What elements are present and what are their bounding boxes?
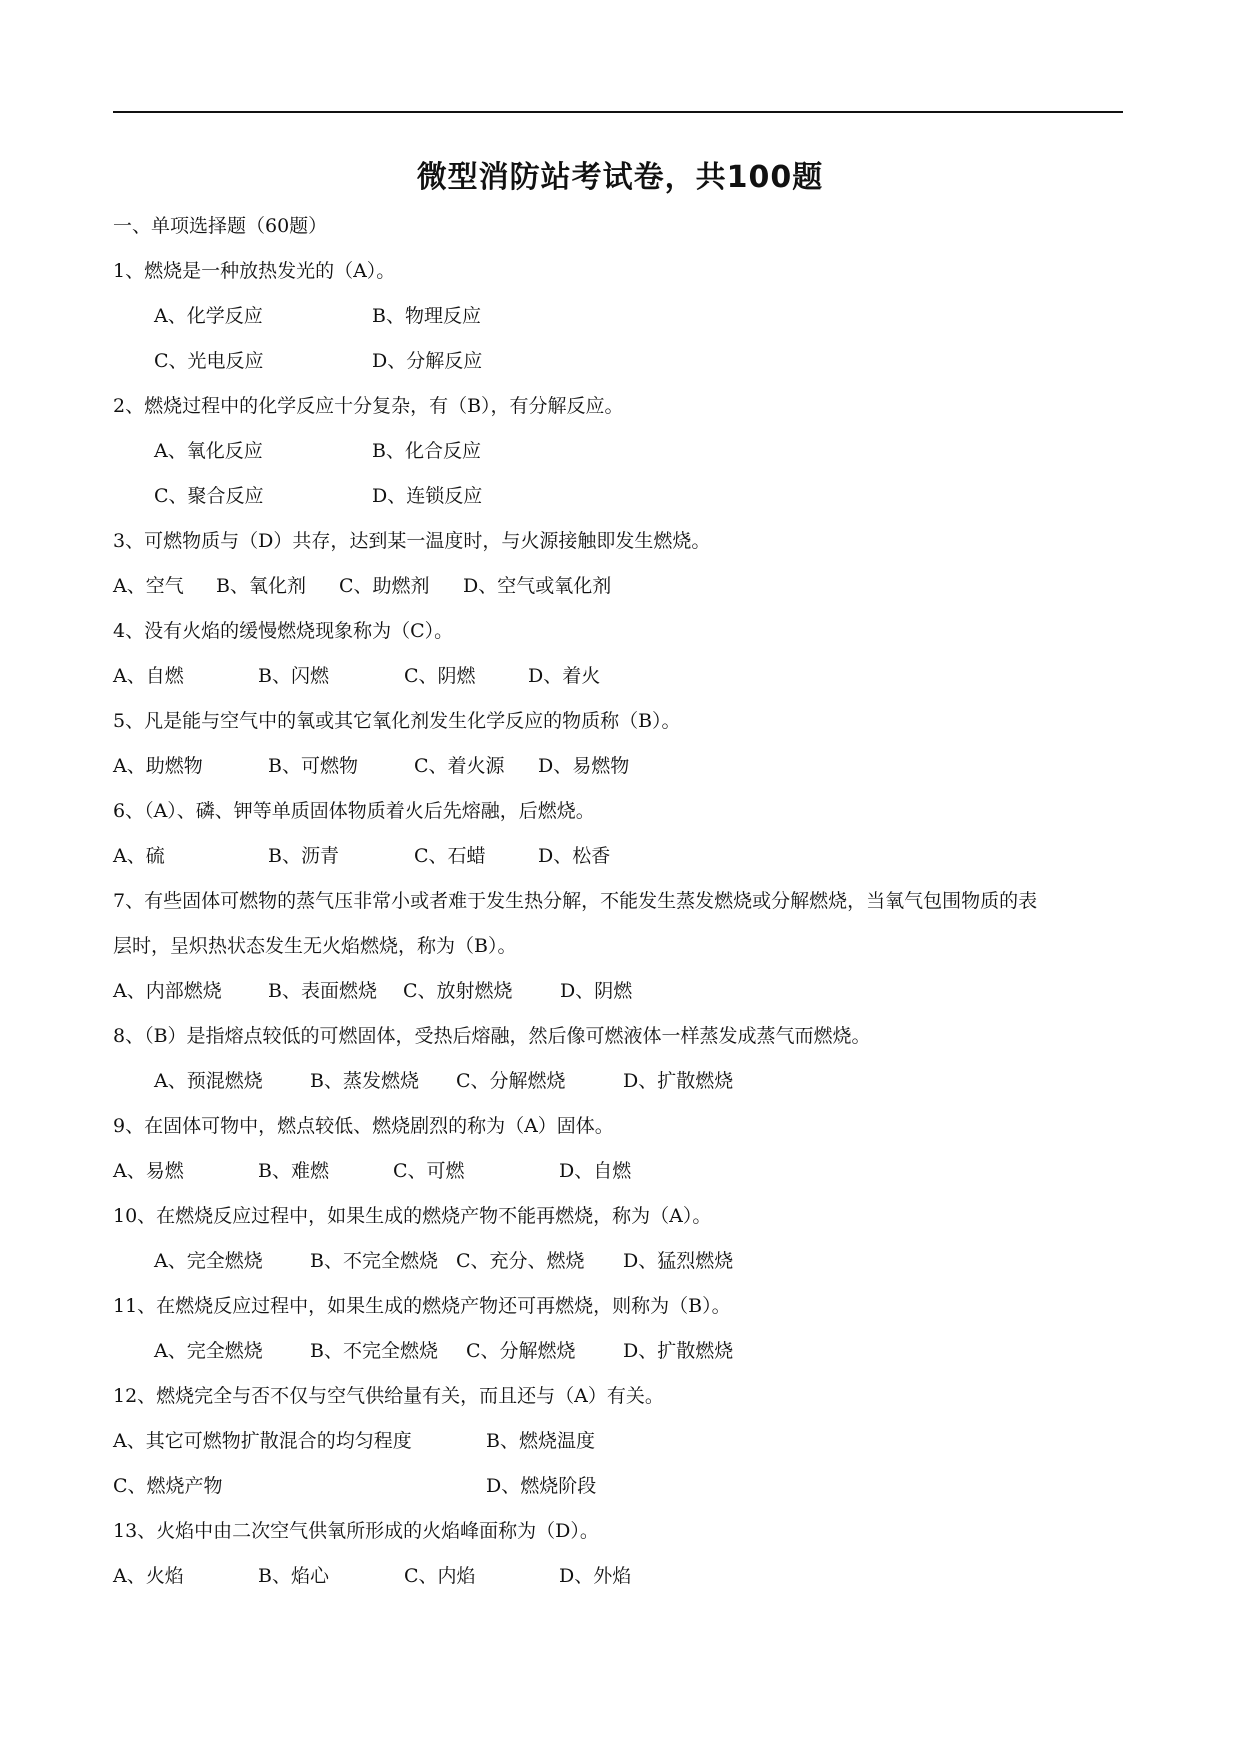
question-5-options [113, 744, 1128, 789]
question-12-text: 12、燃烧完全与否不仅与空气供给量有关，而且还与（A）有关。 [113, 1385, 664, 1407]
option-d: D、扩散燃烧 [623, 1070, 734, 1092]
option-a: A、内部燃烧 [113, 980, 222, 1002]
option-a: A、完全燃烧 [154, 1340, 263, 1362]
question-1-text: 1、燃烧是一种放热发光的（A）。 [113, 260, 396, 282]
option-b: B、焰心 [258, 1565, 329, 1587]
question-11-options [113, 1329, 1128, 1374]
option-a: A、硫 [113, 845, 165, 867]
option-a: A、氧化反应 [154, 440, 263, 462]
option-d: D、阴燃 [560, 980, 633, 1002]
option-b: B、表面燃烧 [268, 980, 377, 1002]
option-a: A、自燃 [113, 665, 184, 687]
option-c: C、内焰 [404, 1565, 476, 1587]
option-c: C、阴燃 [404, 665, 476, 687]
option-a: A、其它可燃物扩散混合的均匀程度 [113, 1430, 412, 1452]
option-c: C、助燃剂 [339, 575, 430, 597]
option-b: B、化合反应 [372, 440, 481, 462]
option-a: A、助燃物 [113, 755, 203, 777]
option-d: D、松香 [538, 845, 611, 867]
option-b: B、沥青 [268, 845, 339, 867]
option-b: B、燃烧温度 [486, 1430, 595, 1452]
question-8-options [113, 1059, 1128, 1104]
question-12-options-row-2 [113, 1464, 1128, 1509]
question-4-options [113, 654, 1128, 699]
page-title: 微型消防站考试卷，共100题 [416, 160, 824, 195]
option-c: C、燃烧产物 [113, 1475, 223, 1497]
option-b: B、可燃物 [268, 755, 358, 777]
question-9-options [113, 1149, 1128, 1194]
question-13-text: 13、火焰中由二次空气供氧所形成的火焰峰面称为（D）。 [113, 1520, 599, 1542]
option-d: D、着火 [528, 665, 601, 687]
option-d: D、分解反应 [372, 350, 483, 372]
option-b: B、闪燃 [258, 665, 329, 687]
question-10-text: 10、在燃烧反应过程中，如果生成的燃烧产物不能再燃烧，称为（A）。 [113, 1205, 712, 1227]
question-2-options-row-1 [113, 429, 1128, 474]
option-c: C、可燃 [393, 1160, 465, 1182]
option-d: D、燃烧阶段 [486, 1475, 597, 1497]
question-3-options [113, 564, 1128, 609]
option-b: B、不完全燃烧 [310, 1250, 438, 1272]
header-rule [113, 111, 1123, 113]
option-c: C、充分、燃烧 [456, 1250, 585, 1272]
question-7-text: 7、有些固体可燃物的蒸气压非常小或者难于发生热分解，不能发生蒸发燃烧或分解燃烧，当氧气包围物质的表 [113, 890, 1038, 912]
option-d: D、连锁反应 [372, 485, 483, 507]
question-2-options-row-2 [113, 474, 1128, 519]
question-2-text: 2、燃烧过程中的化学反应十分复杂，有（B），有分解反应。 [113, 395, 624, 417]
question-1-options-row-1 [113, 294, 1128, 339]
question-7-text-continued: 层时，呈炽热状态发生无火焰燃烧，称为（B）。 [113, 935, 517, 957]
option-c: C、着火源 [414, 755, 505, 777]
option-b: B、难燃 [258, 1160, 329, 1182]
option-c: C、石蜡 [414, 845, 486, 867]
option-d: D、自燃 [559, 1160, 632, 1182]
option-a: A、完全燃烧 [154, 1250, 263, 1272]
option-b: B、氧化剂 [216, 575, 306, 597]
option-b: B、蒸发燃烧 [310, 1070, 419, 1092]
question-9-text: 9、在固体可物中，燃点较低、燃烧剧烈的称为（A）固体。 [113, 1115, 614, 1137]
option-d: D、外焰 [559, 1565, 632, 1587]
option-b: B、物理反应 [372, 305, 481, 327]
question-3-text: 3、可燃物质与（D）共存，达到某一温度时，与火源接触即发生燃烧。 [113, 530, 711, 552]
option-b: B、不完全燃烧 [310, 1340, 438, 1362]
option-d: D、扩散燃烧 [623, 1340, 734, 1362]
option-d: D、易燃物 [538, 755, 630, 777]
question-11-text: 11、在燃烧反应过程中，如果生成的燃烧产物还可再燃烧，则称为（B）。 [113, 1295, 731, 1317]
question-8-text: 8、（B）是指熔点较低的可燃固体，受热后熔融，然后像可燃液体一样蒸发成蒸气而燃烧。 [113, 1025, 871, 1047]
question-12-options-row-1 [113, 1419, 1128, 1464]
option-d: D、空气或氧化剂 [463, 575, 612, 597]
option-d: D、猛烈燃烧 [623, 1250, 734, 1272]
question-5-text: 5、凡是能与空气中的氧或其它氧化剂发生化学反应的物质称（B）。 [113, 710, 681, 732]
option-a: A、空气 [113, 575, 184, 597]
option-a: A、火焰 [113, 1565, 184, 1587]
option-a: A、预混燃烧 [154, 1070, 263, 1092]
question-6-options [113, 834, 1128, 879]
option-c: C、分解燃烧 [466, 1340, 576, 1362]
option-a: A、易燃 [113, 1160, 184, 1182]
question-7-options [113, 969, 1128, 1014]
question-1-options-row-2 [113, 339, 1128, 384]
section-heading: 一、单项选择题（60题） [113, 215, 328, 237]
question-10-options [113, 1239, 1128, 1284]
option-c: C、光电反应 [154, 350, 264, 372]
question-13-options [113, 1554, 1128, 1599]
option-c: C、分解燃烧 [456, 1070, 566, 1092]
question-6-text: 6、（A）、磷、钾等单质固体物质着火后先熔融，后燃烧。 [113, 800, 595, 822]
option-c: C、聚合反应 [154, 485, 264, 507]
exam-content [113, 204, 1128, 1599]
option-c: C、放射燃烧 [403, 980, 513, 1002]
option-a: A、化学反应 [154, 305, 263, 327]
question-4-text: 4、没有火焰的缓慢燃烧现象称为（C）。 [113, 620, 454, 642]
